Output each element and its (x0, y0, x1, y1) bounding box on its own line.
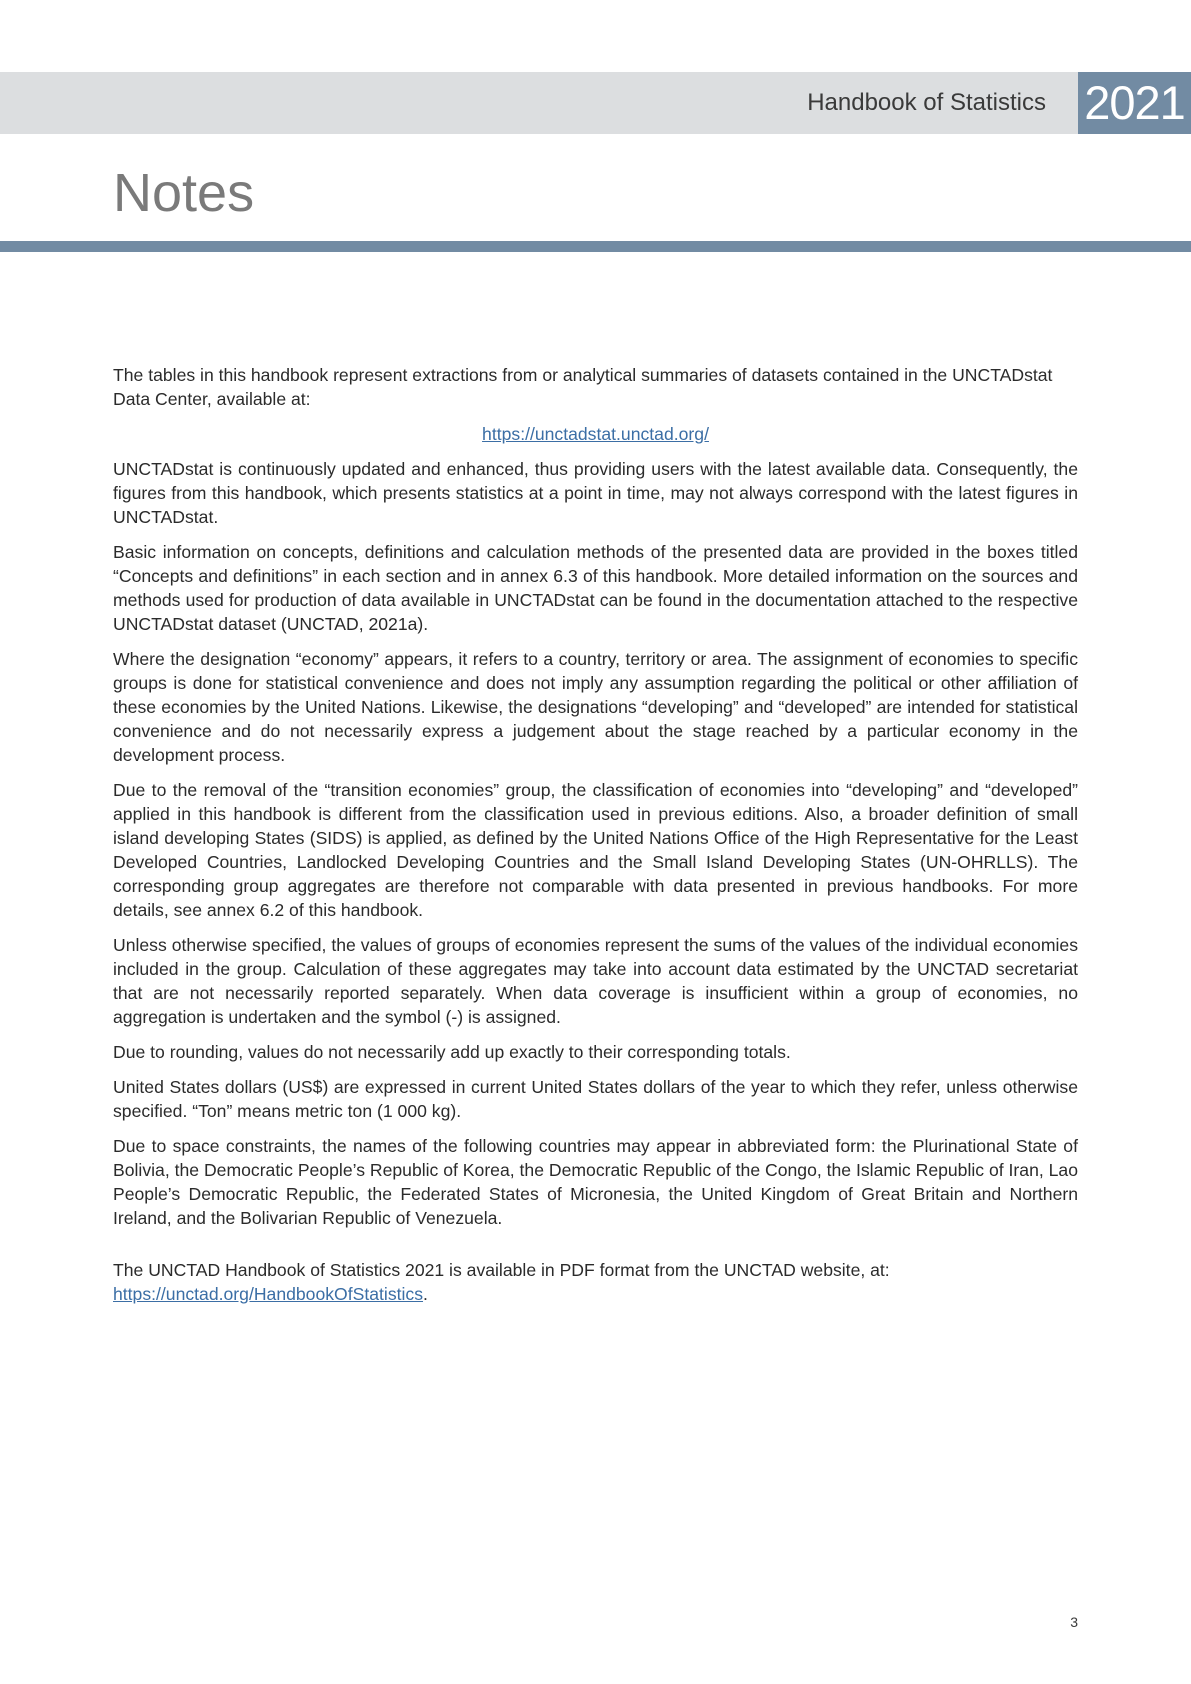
unctadstat-link[interactable]: https://unctadstat.unctad.org/ (482, 424, 709, 444)
year-badge: 2021 (1078, 72, 1191, 134)
availability-end: . (423, 1284, 428, 1304)
page-title: Notes (113, 163, 255, 223)
paragraph-rounding: Due to rounding, values do not necessarily add up exactly to their corresponding totals. (113, 1042, 791, 1062)
availability-text: The UNCTAD Handbook of Statistics 2021 is available in PDF format from the UNCTAD website, at: (113, 1260, 890, 1280)
handbook-title: Handbook of Statistics (807, 89, 1046, 116)
paragraph-dollars: United States dollars (US$) are expressed in current United States dollars of the year to which they refer, unless otherwise specified. “Ton” means metric ton (1 000 kg). (113, 1077, 1078, 1121)
title-divider (0, 241, 1191, 252)
unctadstat-link-line (113, 422, 1078, 446)
paragraph-classification: Due to the removal of the “transition economies” group, the classification of economies into “developing” and “developed” applied in this handbook is different from the classification used in previous editions. Also, a broader definition of small island developing States (SIDS) is applied, as defined by the United Nations Office of the High Representative for the Least Developed Countries, Landlocked Developing Countries and the Small Island Developing States (UN-OHRLLS). The corresponding group aggregates are therefore not comparable with data presented in previous handbooks. For more details, see annex 6.2 of this handbook. (113, 780, 1078, 920)
paragraph-concepts: Basic information on concepts, definitions and calculation methods of the presented data are provided in the boxes titled “Concepts and definitions” in each section and in annex 6.3 of this handbook. More detailed information on the sources and methods used for production of data available in UNCTADstat can be found in the documentation attached to the respective UNCTADstat dataset (UNCTAD, 2021a). (113, 542, 1078, 634)
handbook-link[interactable]: https://unctad.org/HandbookOfStatistics (113, 1284, 424, 1304)
paragraph-abbreviations: Due to space constraints, the names of the following countries may appear in abbreviated form: the Plurinational State of Bolivia, the Democratic People’s Republic of Korea, the Democratic Republic of the Congo, the Islamic Republic of Iran, Lao People’s Democratic Republic, the Federated States of Micronesia, the United Kingdom of Great Britain and Northern Ireland, and the Bolivarian Republic of Venezuela. (113, 1136, 1078, 1228)
notes-body (113, 363, 1078, 1317)
intro-paragraph: The tables in this handbook represent extractions from or analytical summaries of datasets contained in the UNCTADstat Data Center, available at: (113, 365, 1053, 409)
availability-paragraph (113, 1258, 1078, 1306)
paragraph-economy-designation: Where the designation “economy” appears, it refers to a country, territory or area. The assignment of economies to specific groups is done for statistical convenience and does not imply any assumption regarding the political or other affiliation of these economies by the United Nations. Likewise, the designations “developing” and “developed” are intended for statistical convenience and do not necessarily express a judgement about the stage reached by a particular economy in the development process. (113, 649, 1078, 765)
page-number: 3 (1070, 1614, 1078, 1630)
paragraph-updates: UNCTADstat is continuously updated and enhanced, thus providing users with the latest available data. Consequently, the figures from this handbook, which presents statistics at a point in time, may not always correspond with the latest figures in UNCTADstat. (113, 459, 1078, 527)
paragraph-group-values: Unless otherwise specified, the values of groups of economies represent the sums of the values of the individual economies included in the group. Calculation of these aggregates may take into account data estimated by the UNCTAD secretariat that are not necessarily reported separately. When data coverage is insufficient within a group of economies, no aggregation is undertaken and the symbol (-) is assigned. (113, 935, 1078, 1027)
